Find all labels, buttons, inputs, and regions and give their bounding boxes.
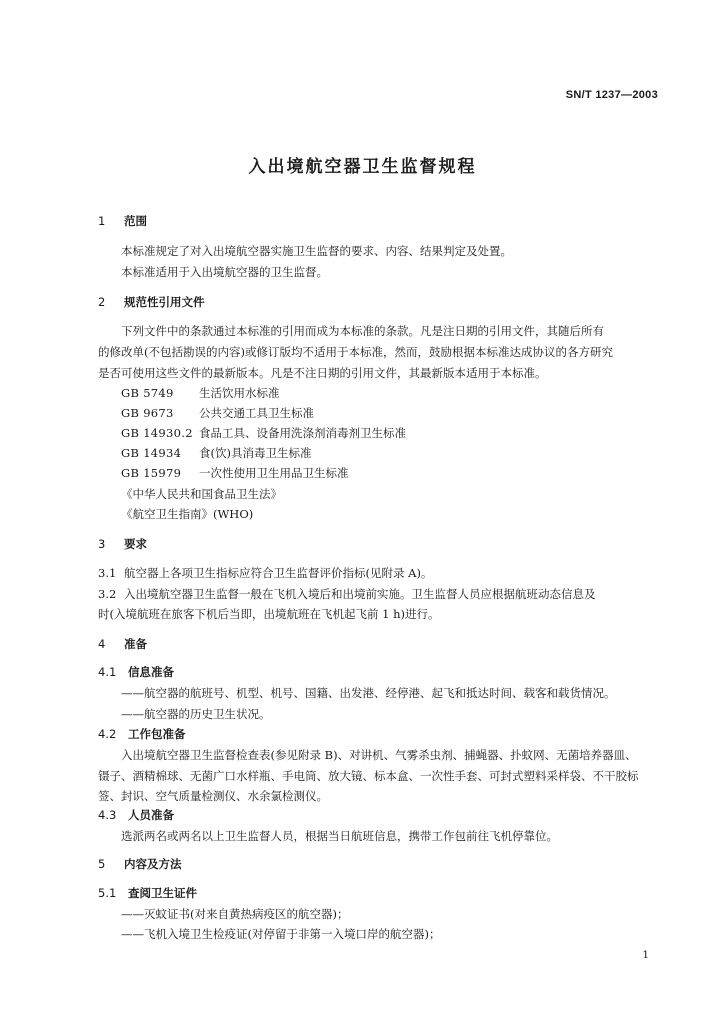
reference-name: 食(饮)具消毒卫生标准 — [199, 446, 312, 460]
reference-name: 食品工具、设备用洗涤剂消毒剂卫生标准 — [199, 426, 406, 440]
s1-paragraph-2: 本标准适用于入出境航空器的卫生监督。 — [121, 265, 328, 279]
reference-code: GB 14930.2 — [121, 426, 193, 440]
section-number: 1 — [98, 214, 106, 228]
personnel-line-1: 选派两名或两名以上卫生监督人员，根据当日航班信息，携带工作包前往飞机停靠位。 — [121, 829, 558, 843]
reference-code: GB 15979 — [121, 466, 182, 480]
section-3-heading — [98, 537, 147, 551]
subsection-4-1-heading — [98, 665, 174, 679]
section-4-heading — [98, 637, 147, 651]
section-title: 范围 — [124, 214, 147, 228]
reference-name: 生活饮用水标准 — [199, 386, 280, 400]
clause-text: 航空器上各项卫生指标应符合卫生监督评价指标(见附录 A)。 — [124, 566, 433, 580]
info-dash-item-1: ——航空器的航班号、机型、机号、国籍、出发港、经停港、起飞和抵达时间、载客和载货情况。 — [121, 686, 616, 700]
reference-item — [121, 406, 314, 420]
reference-code: GB 9673 — [121, 406, 174, 420]
reference-item — [121, 446, 311, 460]
s2-paragraph-line-3: 是否可使用这些文件的最新版本。凡是不注日期的引用文件，其最新版本适用于本标准。 — [98, 366, 547, 380]
reference-law: 《中华人民共和国食品卫生法》 — [121, 487, 282, 501]
section-title: 要求 — [124, 537, 147, 551]
section-1-heading — [98, 214, 147, 228]
reference-item — [121, 426, 406, 440]
s2-paragraph-line-1: 下列文件中的条款通过本标准的引用而成为本标准的条款。凡是注日期的引用文件，其随后所有 — [121, 324, 604, 338]
s2-paragraph-line-2: 的修改单(不包括勘误的内容)或修订版均不适用于本标准，然而，鼓励根据本标准达成协议的各方研究 — [98, 345, 613, 359]
reference-name: 公共交通工具卫生标准 — [199, 406, 314, 420]
section-5-heading — [98, 857, 182, 871]
reference-guide: 《航空卫生指南》(WHO) — [121, 507, 254, 521]
clause-3-1 — [98, 566, 432, 580]
certificate-dash-item-2: ——飞机入境卫生检疫证(对停留于非第一入境口岸的航空器)； — [121, 927, 441, 941]
section-number: 5 — [98, 857, 106, 871]
subsection-5-1-heading — [98, 886, 197, 900]
page-number: 1 — [642, 949, 649, 961]
clause-3-2-line-2: 时(入境航班在旅客下机后当即，出境航班在飞机起飞前 1 h)进行。 — [98, 607, 440, 621]
kit-line-3: 签、封识、空气质量检测仪、水余氯检测仪。 — [98, 789, 328, 803]
section-number: 3 — [98, 537, 106, 551]
kit-line-2: 镊子、酒精棉球、无菌广口水样瓶、手电筒、放大镜、标本盒、一次性手套、可封式塑料采样袋、不干胶标 — [98, 769, 639, 783]
section-title: 规范性引用文件 — [124, 295, 205, 309]
section-2-heading — [98, 295, 205, 309]
subsection-title: 人员准备 — [128, 808, 174, 822]
section-number: 2 — [98, 295, 106, 309]
reference-name: 一次性使用卫生用品卫生标准 — [199, 466, 349, 480]
subsection-number: 5.1 — [98, 886, 117, 900]
subsection-title: 信息准备 — [128, 665, 174, 679]
kit-line-1: 入出境航空器卫生监督检查表(参见附录 B)、对讲机、气雾杀虫剂、捕蝇器、扑蚊网、无菌培养器皿、 — [121, 748, 637, 762]
document-title: 入出境航空器卫生监督规程 — [248, 157, 477, 177]
clause-text: 入出境航空器卫生监督一般在飞机入境后和出境前实施。卫生监督人员应根据航班动态信息及 — [124, 587, 596, 601]
clause-number: 3.2 — [98, 587, 117, 601]
subsection-4-2-heading — [98, 727, 186, 741]
subsection-title: 工作包准备 — [128, 727, 186, 741]
reference-item — [121, 466, 349, 480]
clause-number: 3.1 — [98, 566, 117, 580]
reference-item — [121, 386, 280, 400]
standard-number: SN/T 1237—2003 — [565, 89, 658, 101]
subsection-4-3-heading — [98, 808, 174, 822]
info-dash-item-2: ——航空器的历史卫生状况。 — [121, 707, 271, 721]
s1-paragraph-1: 本标准规定了对入出境航空器实施卫生监督的要求、内容、结果判定及处置。 — [121, 244, 512, 258]
subsection-number: 4.2 — [98, 727, 117, 741]
clause-3-2-line-1 — [98, 587, 596, 601]
section-number: 4 — [98, 637, 106, 651]
subsection-number: 4.1 — [98, 665, 117, 679]
subsection-title: 查阅卫生证件 — [128, 886, 197, 900]
reference-code: GB 14934 — [121, 446, 182, 460]
reference-code: GB 5749 — [121, 386, 174, 400]
certificate-dash-item-1: ——灭蚊证书(对来自黄热病疫区的航空器)； — [121, 907, 349, 921]
subsection-number: 4.3 — [98, 808, 117, 822]
section-title: 内容及方法 — [124, 857, 182, 871]
section-title: 准备 — [124, 637, 147, 651]
